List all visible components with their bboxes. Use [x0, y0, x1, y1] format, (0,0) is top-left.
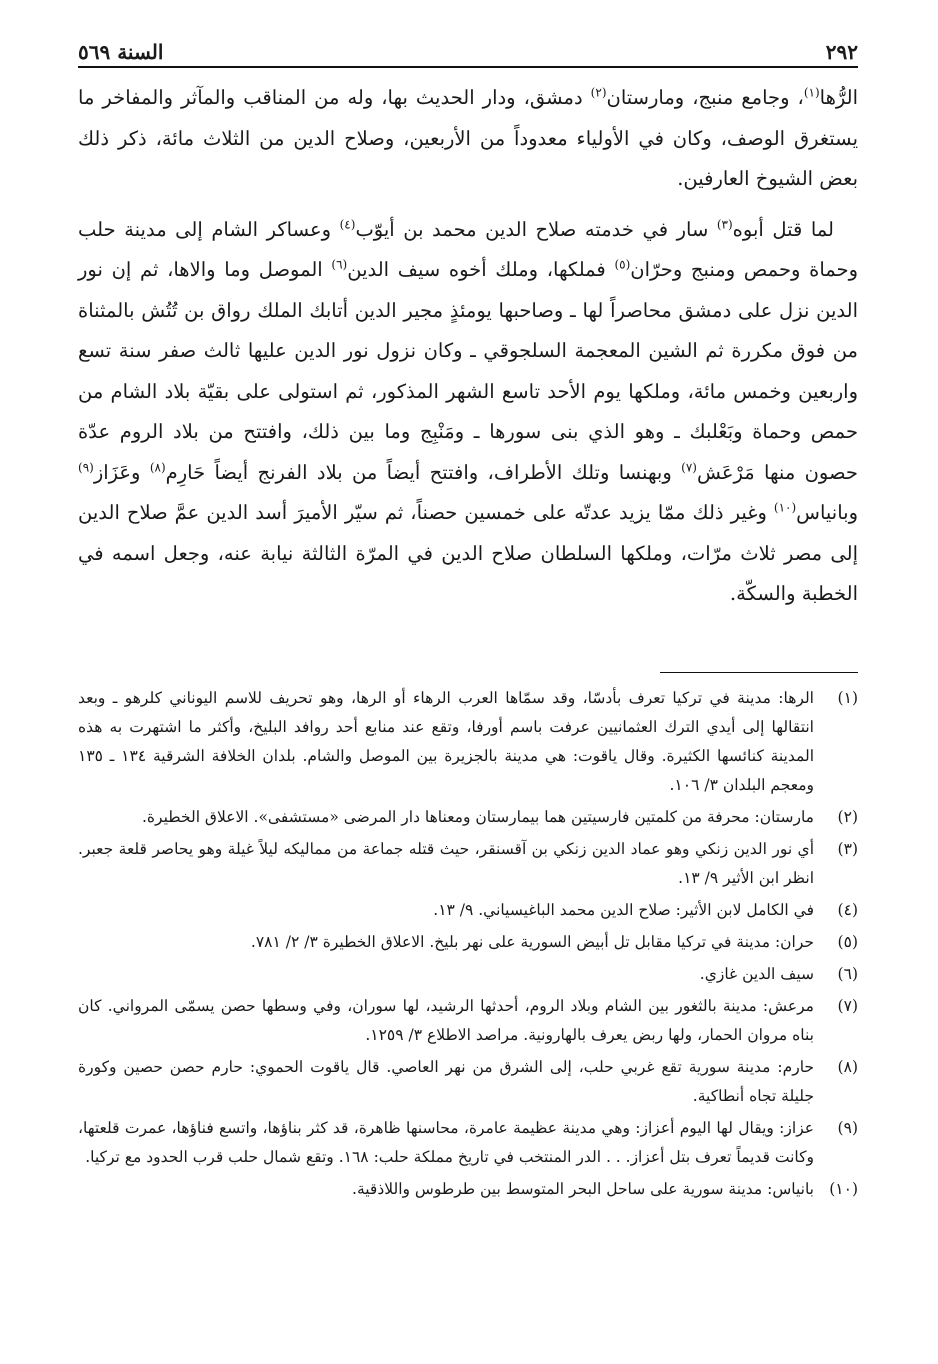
footnote-text: أي نور الدين زنكي وهو عماد الدين زنكي بن آقسنقر، حيث قتله جماعة من مماليكه ليلاً غيلة وهو يحاصر قلعة جعبر. انظر ابن الأثير ٩/ ١٣. [78, 840, 814, 887]
body-text-run: وعَزَاز [93, 460, 150, 484]
footnote-number: (٣) [837, 840, 858, 858]
footnote-item [78, 684, 858, 800]
footnote-separator [660, 672, 858, 673]
page-number: ٢٩٢ [825, 40, 858, 64]
footnote-text: الرها: مدينة في تركيا تعرف بأدسّا، وقد سمّاها العرب الرهاء أو الرها، وهو تحريف للاسم اليوناني كلرهو ـ وبعد انتقالها إلى أيدي الترك العثمانيين عرفت باسم أورفا، وتقع عند منابع أحد روافد البليخ، وأكثر ما اشتهرت به هذه المدينة كنائسها الكثيرة. وقال ياقوت: هي مدينة بالجزيرة بين الموصل والشام. بلدان الخلافة الشرقية ١٣٤ ـ ١٣٥ ومعجم البلدان ٣/ ١٠٦. [78, 689, 814, 794]
footnote-number: (١٠) [829, 1180, 858, 1198]
footnote-number: (١) [837, 689, 858, 707]
footnote-item [78, 1175, 858, 1204]
footnote-number: (٤) [837, 901, 858, 919]
footnote-marker[interactable]: (١) [803, 85, 820, 100]
body-text-run: الموصل وما والاها، ثم إن نور الدين نزل على دمشق محاصراً لها ـ وصاحبها يومئذٍ مجير الدين أتابك الملك رواق بن تُتُش بالمثناة من فوق مكررة ثم الشين المعجمة السلجوقي ـ وكان نزول نور الدين عليها ثالث صفر سنة تسع واربعين وخمس مائة، وملكها يوم الأحد تاسع الشهر المذكور، ثم استولى على بقيّة بلاد الشام من حمص وحماة وبَعْلبك ـ وهو الذي بنى سورها ـ ومَنْبِج وما بين ذلك، وافتتح من بلاد الروم عدّة حصون منها مَرْعَش [78, 258, 858, 484]
footnote-item [78, 960, 858, 989]
body-text-run: فملكها، وملك أخوه سيف الدين [347, 258, 615, 281]
footnote-item [78, 835, 858, 893]
footnote-marker[interactable]: (٨) [149, 460, 166, 474]
header-rule [78, 66, 858, 68]
footnote-text: في الكامل لابن الأثير: صلاح الدين محمد الباغيسياني. ٩/ ١٣. [433, 901, 814, 919]
footnote-text: حارم: مدينة سورية تقع غربي حلب، إلى الشرق من نهر العاصي. قال ياقوت الحموي: حارم حصن حصين وكورة جليلة تجاه أنطاكية. [78, 1058, 814, 1105]
main-text [78, 78, 858, 615]
body-text-run: وبهنسا وتلك الأطراف، وافتتح أيضاً من بلاد الفرنج أيضاً حَارِم [165, 460, 682, 484]
footnote-text: سيف الدين غازي. [699, 965, 814, 983]
footnote-marker[interactable]: (٤) [339, 217, 356, 231]
footnote-number: (٧) [837, 997, 858, 1015]
footnote-number: (٩) [837, 1119, 858, 1137]
footnote-marker[interactable]: (١٠) [773, 500, 797, 515]
footnote-number: (٥) [837, 933, 858, 951]
footnote-item [78, 992, 858, 1050]
footnote-text: حران: مدينة في تركيا مقابل تل أبيض السورية على نهر بليخ. الاعلاق الخطيرة ٣/ ٢/ ٧٨١. [250, 933, 814, 951]
footnote-text: بانياس: مدينة سورية على ساحل البحر المتوسط بين طرطوس واللاذقية. [352, 1180, 814, 1198]
footnote-text: مرعش: مدينة بالثغور بين الشام وبلاد الروم، أحدثها الرشيد، لها سوران، وفي وسطها حصن يسمّى المرواني. كان بناه مروان الحمار، ولها ربض يعرف بالهارونية. مراصد الاطلاع ٣/ ١٢٥٩. [78, 997, 814, 1044]
footnotes [78, 684, 858, 1207]
body-text-run: وغير ذلك ممّا يزيد عدتّه على خمسين حصناً، ثم سيّر الأميرَ أسد الدين عمَّ صلاح الدين إلى مصر ثلاث مرّات، وملكها السلطان صلاح الدين في المرّة الثالثة نيابة عنه، وجعل اسمه في الخطبة والسكّة. [78, 501, 858, 605]
body-text-run: وعساكر الشام إلى مدينة حلب وحماة وحمص ومنبج وحرّان [78, 217, 859, 281]
footnote-marker[interactable]: (٩) [78, 460, 94, 474]
footnote-item [78, 896, 858, 925]
footnote-item [78, 803, 858, 832]
footnote-marker[interactable]: (٧) [681, 460, 697, 474]
body-paragraph [78, 210, 858, 615]
footnote-item [78, 1114, 858, 1172]
footnote-text: عزاز: ويقال لها اليوم أعزاز: وهي مدينة عظيمة عامرة، محاسنها ظاهرة، قد كثر بناؤها، واتسع فناؤها، عمرت قلعتها، وكانت قديماً تعرف بتل أعزاز. . . الدر المنتخب في تاريخ مملكة حلب: ١٦٨. وتقع شمال حلب قرب الحدود مع تركيا. [78, 1119, 814, 1166]
body-text-run: الرُّها [819, 86, 858, 109]
footnote-text: مارستان: محرفة من كلمتين فارسيتين هما بيمارستان ومعناها دار المرضى «مستشفى». الاعلاق الخطيرة. [141, 808, 814, 826]
footnote-marker[interactable]: (٦) [331, 257, 348, 272]
page-header [78, 30, 858, 64]
body-paragraph [78, 78, 858, 200]
footnote-item [78, 1053, 858, 1111]
body-text-run: دمشق، ودار الحديث بها، وله من المناقب والمآثر والمفاخر ما يستغرق الوصف، وكان في الأولياء معدوداً من الأربعين، وصلاح الدين من الثلاث مائة، ذكر ذلك بعض الشيوخ العارفين. [78, 86, 858, 190]
body-text-run: لما قتل أبوه [732, 217, 834, 241]
body-text-run: سار في خدمته صلاح الدين محمد بن أيوّب [355, 217, 717, 241]
body-text-run: ، وجامع منبج، ومارستان [606, 86, 804, 109]
footnote-marker[interactable]: (٣) [716, 217, 733, 231]
footnote-marker[interactable]: (٥) [614, 257, 631, 272]
footnote-item [78, 928, 858, 957]
footnote-marker[interactable]: (٢) [590, 85, 607, 100]
year-heading: السنة ٥٦٩ [78, 40, 164, 64]
footnote-number: (٢) [837, 808, 858, 826]
footnote-number: (٨) [837, 1058, 858, 1076]
footnote-number: (٦) [837, 965, 858, 983]
body-text-run: وبانياس [796, 501, 858, 524]
